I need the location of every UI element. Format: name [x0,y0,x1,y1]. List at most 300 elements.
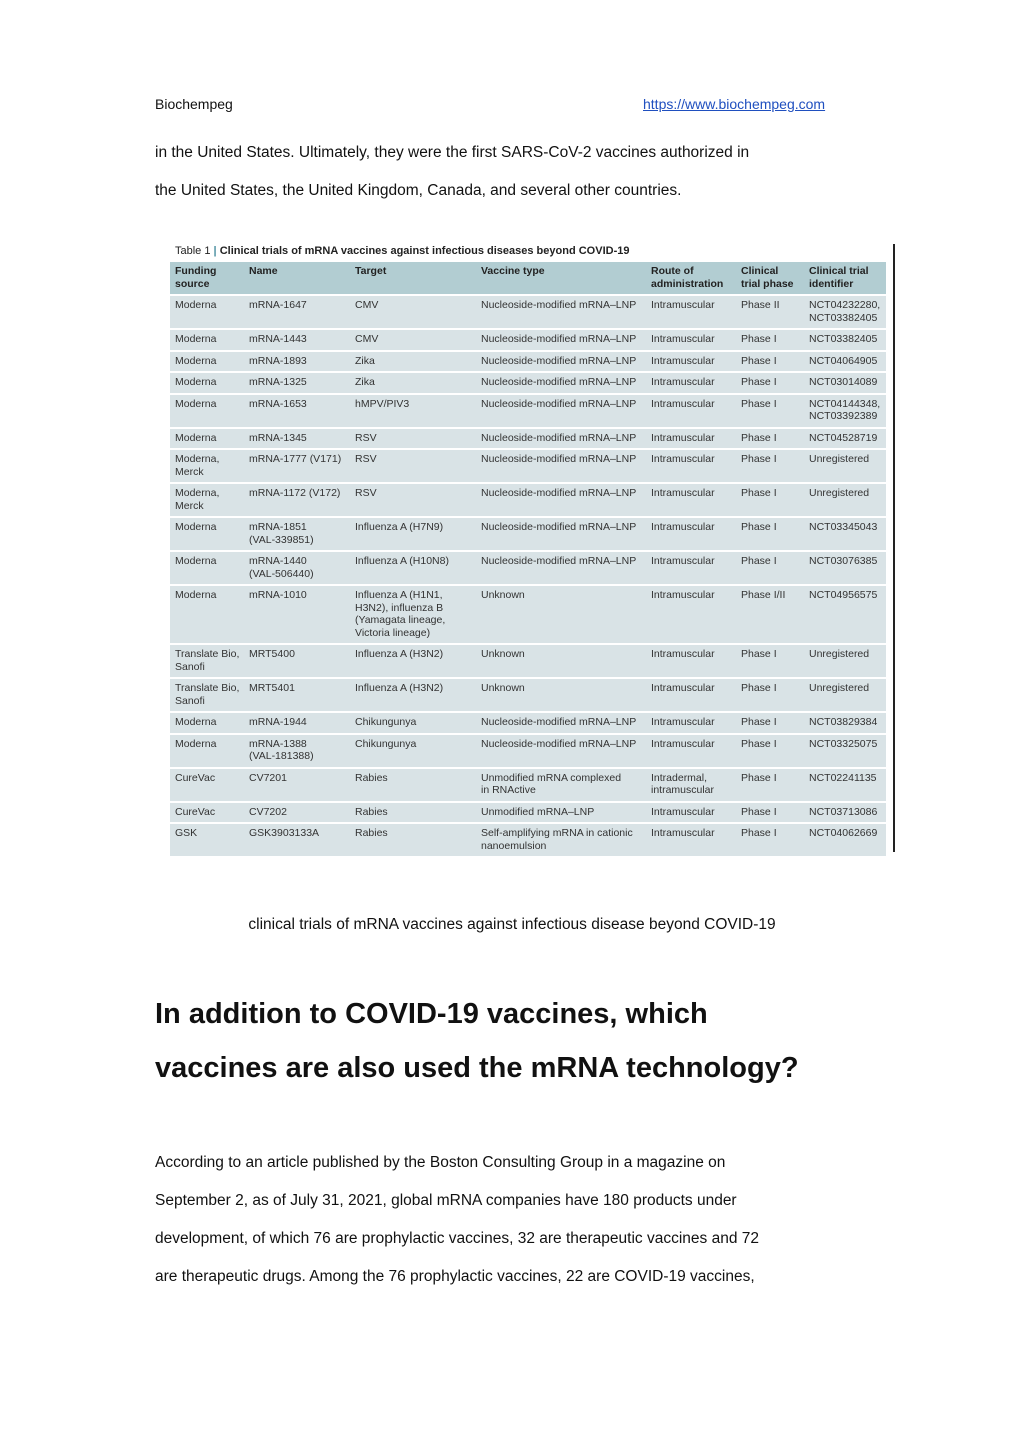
cell-vaccine-type [476,295,646,329]
cell-target [350,517,476,551]
table-row [170,329,886,351]
cell-text: source [175,277,210,290]
cell-text: MRT5400 [249,648,295,660]
cell-text: Intradermal, [651,771,708,784]
cell-vaccine-type [476,372,646,394]
cell-route [646,372,736,394]
cell-vaccine-type [476,483,646,517]
cell-text: Nucleoside-modified mRNA–LNP [481,487,637,499]
cell-name [244,823,350,856]
cell-text: Phase I [741,354,777,367]
body-line: September 2, as of July 31, 2021, global mRNA companies have 180 products under [155,1192,737,1209]
cell-name [244,351,350,373]
cell-text: Unregistered [809,487,870,499]
cell-trial-identifier [804,644,886,678]
clinical-trials-table-figure [168,240,886,850]
cell-text: Nucleoside-modified mRNA–LNP [481,737,637,750]
cell-target [350,551,476,585]
cell-target [350,351,476,373]
cell-text: Name [249,265,278,277]
cell-text: Nucleoside-modified mRNA–LNP [481,431,637,444]
table-row [170,551,886,585]
cell-trial-phase [736,585,804,644]
cell-text: mRNA-1010 [249,589,307,601]
cell-trial-phase [736,295,804,329]
cell-trial-phase [736,394,804,428]
cell-funding-source [170,372,244,394]
cell-text: Rabies [355,827,388,839]
cell-funding-source [170,449,244,483]
cell-vaccine-type [476,712,646,734]
cell-text: CMV [355,299,379,311]
column-header-vaccine-type [476,262,646,295]
cell-vaccine-type [476,329,646,351]
cell-funding-source [170,734,244,768]
cell-text: Phase I/II [741,589,786,601]
cell-text: Phase I [741,648,777,660]
cell-trial-identifier [804,372,886,394]
cell-text: NCT03713086 [809,805,878,818]
cell-text: Phase I [741,827,777,839]
cell-text: mRNA-1851 [249,521,307,533]
cell-name [244,802,350,824]
table-row [170,678,886,712]
cell-text: Intramuscular [651,376,715,388]
cell-funding-source [170,428,244,450]
cell-text: Nucleoside-modified mRNA–LNP [481,376,637,388]
cell-text: NCT03392389 [809,410,878,422]
table-title-text: Clinical trials of mRNA vaccines against infectious diseases beyond COVID-19 [219,245,630,257]
cell-trial-identifier [804,394,886,428]
cell-text: in RNActive [481,784,536,796]
cell-text: Phase I [741,682,777,694]
cell-name [244,372,350,394]
cell-text: (VAL-181388) [249,750,314,762]
cell-route [646,329,736,351]
cell-text: Self-amplifying mRNA in cationic [481,827,633,839]
cell-text: Unregistered [809,648,870,660]
cell-funding-source [170,517,244,551]
cell-text: Intramuscular [651,555,715,567]
table-row [170,734,886,768]
cell-trial-identifier [804,428,886,450]
cell-route [646,449,736,483]
cell-funding-source [170,551,244,585]
cell-text: mRNA-1388 [249,737,307,750]
cell-text: mRNA-1647 [249,299,307,311]
cell-text: mRNA-1443 [249,333,307,345]
table-row [170,802,886,824]
cell-text: intramuscular [651,784,715,796]
cell-trial-phase [736,449,804,483]
cell-text: Influenza A (H1N1, [355,589,443,601]
cell-text: Moderna [175,376,217,388]
cell-text: Phase I [741,431,777,444]
cell-route [646,678,736,712]
cell-target [350,644,476,678]
cell-text: NCT04062669 [809,827,878,839]
cell-route [646,551,736,585]
table-row [170,394,886,428]
cell-text: Influenza A (H7N9) [355,521,444,533]
cell-text: Intramuscular [651,737,715,750]
cell-text: Chikungunya [355,716,417,728]
cell-text: CureVac [175,771,216,784]
table-row [170,823,886,856]
cell-trial-phase [736,644,804,678]
cell-text: Intramuscular [651,299,715,311]
column-header-funding-source [170,262,244,295]
cell-text: Moderna [175,737,217,750]
cell-name [244,329,350,351]
cell-text: (VAL-506440) [249,567,314,580]
cell-text: Sanofi [175,660,205,673]
cell-name [244,551,350,585]
table-row [170,351,886,373]
cell-trial-phase [736,823,804,856]
cell-target [350,712,476,734]
header-site-link[interactable]: https://www.biochempeg.com [643,96,826,112]
cell-text: Moderna [175,521,217,533]
table-right-rule [893,244,895,852]
cell-text: trial phase [741,277,794,290]
cell-trial-identifier [804,483,886,517]
cell-text: Moderna [175,555,217,567]
cell-text: Intramuscular [651,716,715,728]
cell-text: Intramuscular [651,827,715,839]
cell-funding-source [170,585,244,644]
body-line: development, of which 76 are prophylactic vaccines, 32 are therapeutic vaccines and 72 [155,1230,759,1247]
cell-trial-identifier [804,329,886,351]
cell-target [350,823,476,856]
cell-target [350,483,476,517]
table-title [175,245,629,257]
table-row [170,449,886,483]
cell-funding-source [170,823,244,856]
cell-target [350,329,476,351]
cell-vaccine-type [476,517,646,551]
table-row [170,483,886,517]
cell-text: GSK3903133A [249,827,320,839]
cell-text: Nucleoside-modified mRNA–LNP [481,354,637,367]
cell-vaccine-type [476,644,646,678]
cell-text: Intramuscular [651,431,715,444]
cell-text: Phase I [741,521,777,533]
cell-funding-source [170,329,244,351]
cell-target [350,734,476,768]
cell-text: Clinical trial [809,265,869,277]
cell-vaccine-type [476,585,646,644]
cell-text: Nucleoside-modified mRNA–LNP [481,555,637,567]
cell-text: identifier [809,277,854,290]
cell-text: Intramuscular [651,521,715,533]
cell-name [244,483,350,517]
cell-trial-phase [736,802,804,824]
cell-trial-phase [736,678,804,712]
cell-text: Phase I [741,805,777,818]
cell-text: Chikungunya [355,737,417,750]
cell-text: Phase I [741,333,777,345]
cell-vaccine-type [476,678,646,712]
cell-text: Moderna [175,299,217,311]
cell-text: mRNA-1325 [249,376,307,388]
cell-text: Moderna [175,716,217,728]
cell-text: NCT04956575 [809,589,878,601]
cell-text: H3N2), influenza B [355,601,444,614]
column-header-target [350,262,476,295]
cell-trial-identifier [804,802,886,824]
cell-target [350,295,476,329]
cell-text: Unmodified mRNA–LNP [481,805,595,818]
cell-text: Intramuscular [651,354,715,367]
table-row [170,712,886,734]
cell-text: RSV [355,431,377,444]
cell-vaccine-type [476,394,646,428]
cell-text: Translate Bio, [175,648,240,660]
cell-text: Moderna [175,333,217,345]
cell-text: mRNA-1944 [249,716,307,728]
cell-trial-phase [736,428,804,450]
cell-trial-identifier [804,712,886,734]
cell-text: Clinical [741,265,779,277]
cell-text: Phase I [741,397,777,410]
cell-trial-phase [736,768,804,802]
cell-text: Intramuscular [651,805,715,818]
cell-text: mRNA-1440 [249,555,307,567]
cell-text: Unknown [481,589,525,601]
cell-name [244,734,350,768]
cell-vaccine-type [476,551,646,585]
cell-name [244,295,350,329]
cell-text: Nucleoside-modified mRNA–LNP [481,397,637,410]
cell-target [350,428,476,450]
cell-text: Sanofi [175,694,205,707]
cell-target [350,802,476,824]
cell-text: Moderna [175,397,217,410]
intro-line: the United States, the United Kingdom, Canada, and several other countries. [155,182,682,199]
cell-text: mRNA-1893 [249,354,307,367]
body-line: According to an article published by the Boston Consulting Group in a magazine on [155,1154,726,1171]
table-row [170,768,886,802]
cell-text: NCT03382405 [809,333,878,345]
column-header-name [244,262,350,295]
table-row [170,295,886,329]
table-row [170,644,886,678]
cell-text: administration [651,277,724,290]
cell-text: CV7202 [249,805,287,818]
cell-text: (VAL-339851) [249,533,314,546]
cell-text: Moderna, [175,487,220,499]
cell-trial-phase [736,712,804,734]
cell-route [646,734,736,768]
body-line: are therapeutic drugs. Among the 76 prophylactic vaccines, 22 are COVID-19 vaccines, [155,1268,755,1285]
cell-trial-identifier [804,734,886,768]
table-title-separator: | [213,245,217,257]
cell-route [646,768,736,802]
cell-text: Intramuscular [651,648,715,660]
cell-name [244,644,350,678]
cell-route [646,517,736,551]
cell-text: Translate Bio, [175,682,240,694]
cell-funding-source [170,644,244,678]
clinical-trials-table [170,262,886,856]
cell-target [350,394,476,428]
cell-funding-source [170,768,244,802]
cell-name [244,712,350,734]
cell-funding-source [170,678,244,712]
cell-trial-phase [736,734,804,768]
table-header-row [170,262,886,295]
cell-text: CureVac [175,805,216,818]
column-header-trial-phase [736,262,804,295]
cell-trial-identifier [804,585,886,644]
cell-text: Intramuscular [651,487,715,499]
cell-text: Zika [355,376,375,388]
table-caption: clinical trials of mRNA vaccines against infectious disease beyond COVID-19 [248,916,776,933]
cell-text: Merck [175,465,204,478]
cell-trial-identifier [804,351,886,373]
cell-text: Unregistered [809,682,870,694]
cell-text: Intramuscular [651,333,715,345]
cell-trial-phase [736,329,804,351]
cell-text: Rabies [355,805,388,818]
cell-text: Intramuscular [651,589,715,601]
cell-text: NCT02241135 [809,771,877,784]
cell-route [646,802,736,824]
cell-text: Phase I [741,716,777,728]
cell-name [244,585,350,644]
cell-target [350,678,476,712]
cell-trial-phase [736,551,804,585]
cell-trial-identifier [804,823,886,856]
cell-text: hMPV/PIV3 [355,397,410,410]
cell-route [646,644,736,678]
cell-text: RSV [355,487,377,499]
cell-text: Unknown [481,682,525,694]
cell-text: Phase I [741,555,777,567]
cell-text: Intramuscular [651,682,715,694]
cell-name [244,394,350,428]
cell-text: nanoemulsion [481,839,547,852]
cell-text: Influenza A (H3N2) [355,682,444,694]
cell-text: Rabies [355,771,388,784]
cell-text: MRT5401 [249,682,295,694]
cell-vaccine-type [476,768,646,802]
cell-trial-identifier [804,678,886,712]
column-header-route [646,262,736,295]
cell-vaccine-type [476,823,646,856]
header-site-name: Biochempeg [155,96,233,112]
cell-vaccine-type [476,734,646,768]
cell-trial-phase [736,372,804,394]
cell-trial-identifier [804,449,886,483]
cell-text: Funding [175,265,217,277]
cell-text: Nucleoside-modified mRNA–LNP [481,299,637,311]
cell-text: Influenza A (H10N8) [355,555,449,567]
table-row [170,517,886,551]
cell-text: Unknown [481,648,525,660]
cell-text: Phase I [741,737,777,750]
cell-name [244,517,350,551]
cell-text: Phase I [741,487,777,499]
cell-vaccine-type [476,351,646,373]
cell-text: Phase II [741,299,780,311]
cell-text: NCT03829384 [809,716,878,728]
cell-text: Moderna [175,589,217,601]
cell-text: GSK [175,827,198,839]
cell-text: Vaccine type [481,265,545,277]
cell-text: CMV [355,333,379,345]
cell-text: Unmodified mRNA complexed [481,771,622,784]
cell-vaccine-type [476,428,646,450]
cell-text: NCT04528719 [809,431,878,444]
cell-text: mRNA-1172 (V172) [249,487,341,499]
cell-text: NCT03076385 [809,555,878,567]
cell-text: NCT04232280, [809,299,881,311]
cell-funding-source [170,483,244,517]
cell-target [350,585,476,644]
cell-funding-source [170,351,244,373]
cell-vaccine-type [476,449,646,483]
cell-text: Moderna, [175,453,220,465]
column-header-trial-identifier [804,262,886,295]
cell-text: RSV [355,453,377,465]
cell-text: mRNA-1653 [249,397,307,410]
cell-route [646,712,736,734]
cell-text: Phase I [741,453,777,465]
cell-funding-source [170,394,244,428]
cell-text: Moderna [175,354,217,367]
cell-trial-phase [736,351,804,373]
cell-target [350,768,476,802]
cell-route [646,394,736,428]
cell-text: NCT04144348, [809,397,881,410]
cell-trial-identifier [804,768,886,802]
cell-text: Nucleoside-modified mRNA–LNP [481,453,637,465]
cell-target [350,449,476,483]
cell-route [646,585,736,644]
table-label: Table 1 [175,245,211,257]
cell-text: NCT03345043 [809,521,878,533]
cell-text: NCT03014089 [809,376,878,388]
cell-text: NCT04064905 [809,354,878,367]
cell-route [646,351,736,373]
section-heading-line: In addition to COVID-19 vaccines, which [155,998,708,1030]
cell-name [244,449,350,483]
cell-text: Moderna [175,431,217,444]
cell-text: CV7201 [249,771,287,784]
cell-name [244,768,350,802]
cell-trial-phase [736,483,804,517]
cell-funding-source [170,295,244,329]
cell-text: Victoria lineage) [355,626,431,639]
cell-text: NCT03325075 [809,737,878,750]
cell-text: Nucleoside-modified mRNA–LNP [481,716,637,728]
cell-trial-identifier [804,517,886,551]
cell-text: Merck [175,499,204,512]
cell-text: mRNA-1345 [249,431,307,444]
table-row [170,428,886,450]
cell-text: Nucleoside-modified mRNA–LNP [481,333,637,345]
cell-text: Phase I [741,771,777,784]
cell-text: Phase I [741,376,777,388]
section-heading-line: vaccines are also used the mRNA technology? [155,1052,799,1084]
table-row [170,372,886,394]
cell-name [244,678,350,712]
cell-route [646,483,736,517]
cell-funding-source [170,802,244,824]
cell-text: NCT03382405 [809,311,878,324]
